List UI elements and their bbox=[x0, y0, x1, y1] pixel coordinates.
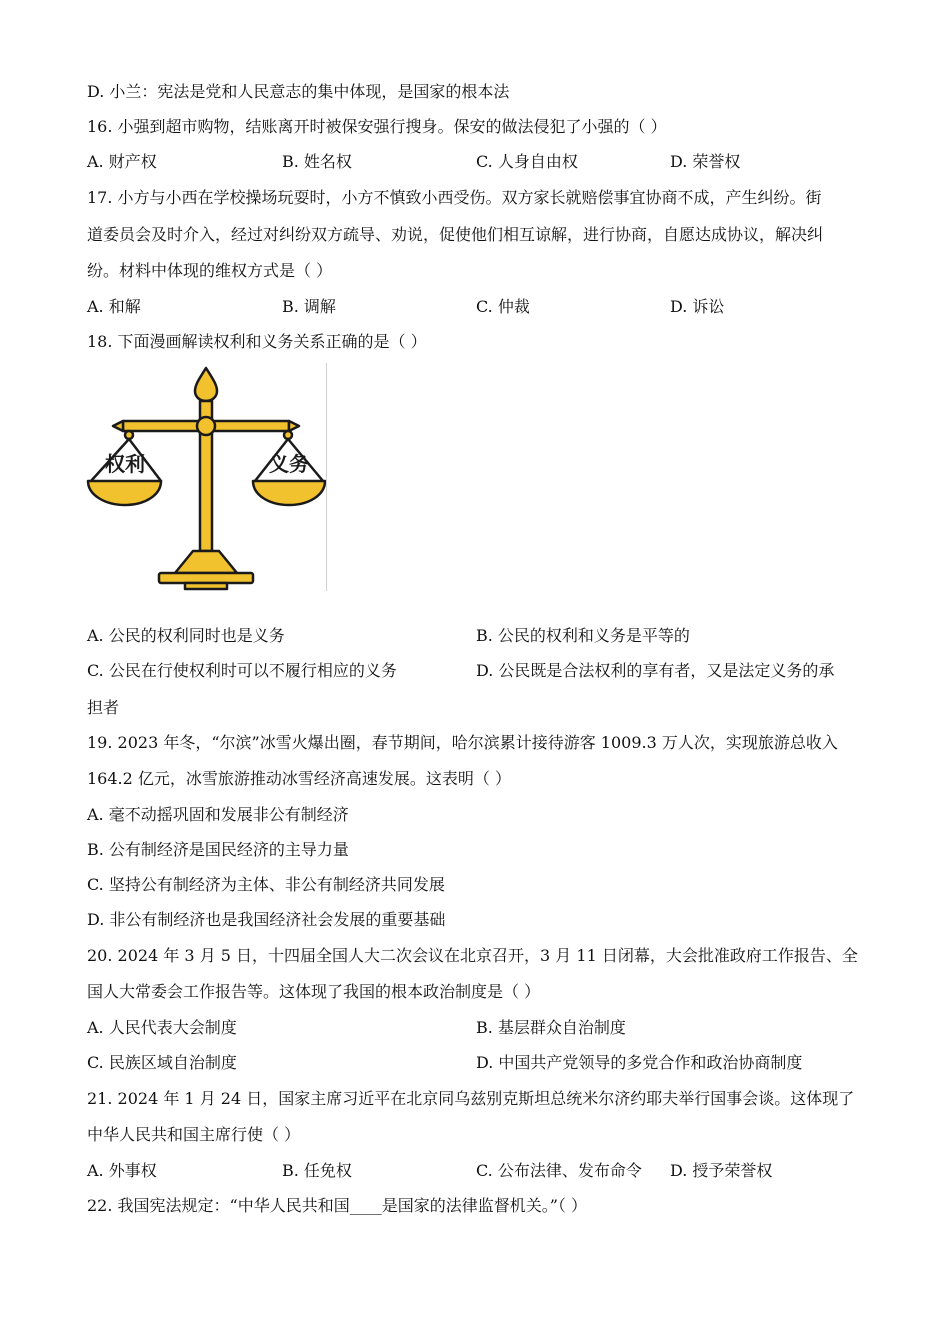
q19-option-a: A. 毫不动摇巩固和发展非公有制经济 bbox=[87, 805, 349, 824]
balance-scale-cartoon bbox=[85, 363, 330, 595]
q22-stem: 22. 我国宪法规定：“中华人民共和国____是国家的法律监督机关。”（ ） bbox=[87, 1196, 587, 1215]
q17-option-d: D. 诉讼 bbox=[670, 297, 725, 316]
q17-option-c: C. 仲裁 bbox=[476, 297, 530, 316]
q20-option-c: C. 民族区域自治制度 bbox=[87, 1053, 237, 1072]
image-divider bbox=[326, 363, 327, 591]
scale-left-label: 权利 bbox=[105, 452, 145, 476]
scale-right-label: 义务 bbox=[269, 452, 309, 476]
q19-stem-line1: 19. 2023 年冬，“尔滨”冰雪火爆出圈，春节期间，哈尔滨累计接待游客 1009.3 万人次，实现旅游总收入 bbox=[87, 733, 838, 752]
base-upper-shape bbox=[175, 551, 237, 573]
q17-stem-line1: 17. 小方与小西在学校操场玩耍时，小方不慎致小西受伤。双方家长就赔偿事宜协商不成，产生纠纷。街 bbox=[87, 188, 822, 207]
q16-stem: 16. 小强到超市购物，结账离开时被保安强行搜身。保安的做法侵犯了小强的（ ） bbox=[87, 117, 667, 136]
q19-stem-line2: 164.2 亿元，冰雪旅游推动冰雪经济高速发展。这表明（ ） bbox=[87, 769, 511, 788]
q18-option-d-line2: 担者 bbox=[87, 698, 120, 717]
q18-option-b: B. 公民的权利和义务是平等的 bbox=[476, 626, 690, 645]
q21-stem-line1: 21. 2024 年 1 月 24 日，国家主席习近平在北京同乌兹别克斯坦总统米尔济约耶夫举行国事会谈。这体现了 bbox=[87, 1089, 855, 1108]
q21-stem-line2: 中华人民共和国主席行使（ ） bbox=[87, 1125, 301, 1144]
finial-shape bbox=[195, 368, 217, 401]
q21-option-c: C. 公布法律、发布命令 bbox=[476, 1161, 642, 1180]
q16-option-a: A. 财产权 bbox=[87, 152, 157, 171]
left-pan-shape bbox=[88, 481, 161, 505]
q18-stem: 18. 下面漫画解读权利和义务关系正确的是（ ） bbox=[87, 332, 427, 351]
q18-option-d-line1: D. 公民既是合法权利的享有者，又是法定义务的承 bbox=[476, 661, 835, 680]
q16-option-d: D. 荣誉权 bbox=[670, 152, 741, 171]
q17-stem-line3: 纷。材料中体现的维权方式是（ ） bbox=[87, 261, 333, 280]
q21-option-b: B. 任免权 bbox=[282, 1161, 352, 1180]
q20-option-d: D. 中国共产党领导的多党合作和政治协商制度 bbox=[476, 1053, 803, 1072]
q19-option-c: C. 坚持公有制经济为主体、非公有制经济共同发展 bbox=[87, 875, 445, 894]
q15-option-d: D. 小兰：宪法是党和人民意志的集中体现，是国家的根本法 bbox=[87, 82, 510, 101]
q17-option-b: B. 调解 bbox=[282, 297, 336, 316]
q19-option-d: D. 非公有制经济也是我国经济社会发展的重要基础 bbox=[87, 910, 446, 929]
q19-option-b: B. 公有制经济是国民经济的主导力量 bbox=[87, 840, 349, 859]
q18-option-c: C. 公民在行使权利时可以不履行相应的义务 bbox=[87, 661, 397, 680]
pivot-shape bbox=[197, 417, 215, 435]
q20-option-b: B. 基层群众自治制度 bbox=[476, 1018, 626, 1037]
q18-option-a: A. 公民的权利同时也是义务 bbox=[87, 626, 285, 645]
q20-option-a: A. 人民代表大会制度 bbox=[87, 1018, 237, 1037]
q21-option-d: D. 授予荣誉权 bbox=[670, 1161, 773, 1180]
q16-option-b: B. 姓名权 bbox=[282, 152, 352, 171]
q17-option-a: A. 和解 bbox=[87, 297, 141, 316]
q17-stem-line2: 道委员会及时介入，经过对纠纷双方疏导、劝说，促使他们相互谅解，进行协商，自愿达成协议，解决纠 bbox=[87, 225, 824, 244]
q20-stem-line2: 国人大常委会工作报告等。这体现了我国的根本政治制度是（ ） bbox=[87, 982, 541, 1001]
q20-stem-line1: 20. 2024 年 3 月 5 日，十四届全国人大二次会议在北京召开，3 月 11 日闭幕，大会批准政府工作报告、全 bbox=[87, 946, 858, 965]
q21-option-a: A. 外事权 bbox=[87, 1161, 157, 1180]
right-pan-shape bbox=[253, 481, 325, 505]
q16-option-c: C. 人身自由权 bbox=[476, 152, 578, 171]
